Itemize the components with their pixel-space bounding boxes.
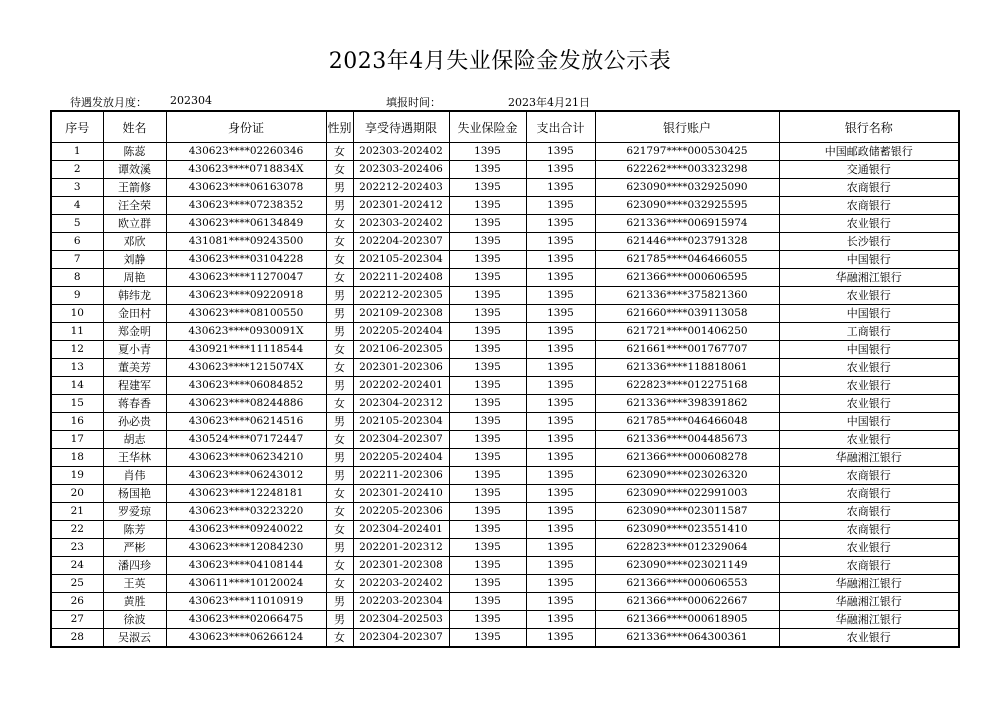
cell-index: 22	[51, 521, 103, 539]
cell-bank-account: 621366****000608278	[595, 449, 779, 467]
cell-name: 王箭修	[103, 179, 166, 197]
cell-total: 1395	[526, 341, 595, 359]
cell-bank-account: 621336****398391862	[595, 395, 779, 413]
cell-id-card: 430623****08100550	[166, 305, 326, 323]
cell-benefit: 1395	[449, 251, 526, 269]
cell-bank-account: 623090****032925090	[595, 179, 779, 197]
cell-index: 25	[51, 575, 103, 593]
cell-bank-name: 农业银行	[779, 377, 959, 395]
cell-total: 1395	[526, 413, 595, 431]
cell-index: 3	[51, 179, 103, 197]
cell-bank-account: 621661****001767707	[595, 341, 779, 359]
cell-gender: 女	[326, 341, 353, 359]
header-period: 享受待遇期限	[353, 111, 449, 143]
cell-bank-name: 农商银行	[779, 557, 959, 575]
cell-index: 23	[51, 539, 103, 557]
cell-period: 202203-202402	[353, 575, 449, 593]
cell-period: 202109-202308	[353, 305, 449, 323]
cell-bank-account: 621336****006915974	[595, 215, 779, 233]
pay-month-label: 待遇发放月度：	[70, 96, 147, 109]
cell-name: 谭效溪	[103, 161, 166, 179]
cell-period: 202205-202404	[353, 449, 449, 467]
cell-benefit: 1395	[449, 629, 526, 648]
cell-gender: 男	[326, 539, 353, 557]
cell-total: 1395	[526, 485, 595, 503]
cell-total: 1395	[526, 233, 595, 251]
cell-index: 20	[51, 485, 103, 503]
cell-benefit: 1395	[449, 323, 526, 341]
header-bank-account: 银行账户	[595, 111, 779, 143]
header-id-card: 身份证	[166, 111, 326, 143]
cell-period: 202212-202305	[353, 287, 449, 305]
cell-period: 202301-202306	[353, 359, 449, 377]
cell-gender: 女	[326, 575, 353, 593]
cell-gender: 女	[326, 251, 353, 269]
cell-total: 1395	[526, 503, 595, 521]
cell-name: 陈蕊	[103, 143, 166, 161]
cell-total: 1395	[526, 593, 595, 611]
table-row	[51, 305, 959, 323]
cell-gender: 男	[326, 287, 353, 305]
cell-gender: 女	[326, 557, 353, 575]
cell-bank-name: 农业银行	[779, 539, 959, 557]
cell-id-card: 430623****03223220	[166, 503, 326, 521]
cell-id-card: 430623****02066475	[166, 611, 326, 629]
cell-index: 17	[51, 431, 103, 449]
cell-benefit: 1395	[449, 557, 526, 575]
table-row	[51, 395, 959, 413]
cell-id-card: 430623****06134849	[166, 215, 326, 233]
cell-index: 18	[51, 449, 103, 467]
cell-total: 1395	[526, 449, 595, 467]
cell-benefit: 1395	[449, 539, 526, 557]
cell-total: 1395	[526, 179, 595, 197]
table-row	[51, 593, 959, 611]
cell-id-card: 430524****07172447	[166, 431, 326, 449]
cell-benefit: 1395	[449, 611, 526, 629]
header-index: 序号	[51, 111, 103, 143]
cell-gender: 女	[326, 431, 353, 449]
table-row	[51, 575, 959, 593]
cell-gender: 女	[326, 395, 353, 413]
cell-index: 24	[51, 557, 103, 575]
cell-period: 202105-202304	[353, 413, 449, 431]
header-gender: 性别	[326, 111, 353, 143]
cell-bank-account: 621366****000606595	[595, 269, 779, 287]
cell-id-card: 430623****02260346	[166, 143, 326, 161]
cell-bank-account: 621336****004485673	[595, 431, 779, 449]
table-row	[51, 269, 959, 287]
table-row	[51, 467, 959, 485]
cell-gender: 女	[326, 629, 353, 648]
cell-total: 1395	[526, 395, 595, 413]
cell-period: 202205-202404	[353, 323, 449, 341]
cell-id-card: 430623****03104228	[166, 251, 326, 269]
cell-bank-account: 621797****000530425	[595, 143, 779, 161]
cell-index: 2	[51, 161, 103, 179]
pay-month-value: 202304	[170, 94, 212, 107]
cell-benefit: 1395	[449, 161, 526, 179]
cell-benefit: 1395	[449, 269, 526, 287]
cell-gender: 男	[326, 377, 353, 395]
cell-bank-account: 621785****046466048	[595, 413, 779, 431]
cell-name: 肖伟	[103, 467, 166, 485]
cell-total: 1395	[526, 269, 595, 287]
cell-total: 1395	[526, 197, 595, 215]
table-row	[51, 449, 959, 467]
cell-index: 27	[51, 611, 103, 629]
cell-bank-name: 农业银行	[779, 215, 959, 233]
cell-benefit: 1395	[449, 233, 526, 251]
cell-name: 邓欣	[103, 233, 166, 251]
header-name: 姓名	[103, 111, 166, 143]
cell-gender: 女	[326, 269, 353, 287]
cell-name: 孙必贵	[103, 413, 166, 431]
cell-benefit: 1395	[449, 467, 526, 485]
cell-id-card: 430623****06084852	[166, 377, 326, 395]
table-row	[51, 611, 959, 629]
cell-id-card: 430623****06163078	[166, 179, 326, 197]
table-row	[51, 359, 959, 377]
table-row	[51, 341, 959, 359]
cell-bank-name: 华融湘江银行	[779, 575, 959, 593]
cell-name: 王英	[103, 575, 166, 593]
cell-index: 7	[51, 251, 103, 269]
cell-period: 202202-202401	[353, 377, 449, 395]
cell-benefit: 1395	[449, 413, 526, 431]
table-row	[51, 521, 959, 539]
cell-bank-account: 621366****000618905	[595, 611, 779, 629]
cell-id-card: 430623****11270047	[166, 269, 326, 287]
cell-name: 徐波	[103, 611, 166, 629]
cell-period: 202304-202312	[353, 395, 449, 413]
cell-bank-account: 623090****023551410	[595, 521, 779, 539]
cell-total: 1395	[526, 323, 595, 341]
cell-id-card: 430623****06243012	[166, 467, 326, 485]
cell-name: 胡志	[103, 431, 166, 449]
cell-total: 1395	[526, 629, 595, 648]
cell-period: 202201-202312	[353, 539, 449, 557]
cell-index: 9	[51, 287, 103, 305]
table-row	[51, 377, 959, 395]
cell-bank-account: 622262****003323298	[595, 161, 779, 179]
cell-gender: 男	[326, 323, 353, 341]
cell-benefit: 1395	[449, 395, 526, 413]
cell-total: 1395	[526, 359, 595, 377]
cell-gender: 男	[326, 449, 353, 467]
cell-id-card: 430623****08244886	[166, 395, 326, 413]
table-header-row	[51, 111, 959, 143]
cell-bank-account: 621721****001406250	[595, 323, 779, 341]
cell-total: 1395	[526, 521, 595, 539]
cell-gender: 女	[326, 215, 353, 233]
cell-name: 金田村	[103, 305, 166, 323]
cell-period: 202304-202401	[353, 521, 449, 539]
benefit-table	[50, 110, 960, 648]
cell-id-card: 430623****07238352	[166, 197, 326, 215]
cell-name: 刘静	[103, 251, 166, 269]
table-row	[51, 251, 959, 269]
cell-benefit: 1395	[449, 179, 526, 197]
cell-bank-account: 623090****023026320	[595, 467, 779, 485]
table-row	[51, 179, 959, 197]
cell-bank-account: 623090****023011587	[595, 503, 779, 521]
cell-id-card: 430623****06266124	[166, 629, 326, 648]
cell-total: 1395	[526, 431, 595, 449]
table-row	[51, 431, 959, 449]
cell-name: 韩纬龙	[103, 287, 166, 305]
cell-benefit: 1395	[449, 215, 526, 233]
cell-bank-account: 621366****000622667	[595, 593, 779, 611]
cell-id-card: 430623****06214516	[166, 413, 326, 431]
cell-gender: 女	[326, 143, 353, 161]
cell-bank-name: 中国银行	[779, 251, 959, 269]
cell-name: 潘四珍	[103, 557, 166, 575]
table-row	[51, 557, 959, 575]
table-row	[51, 485, 959, 503]
cell-gender: 男	[326, 197, 353, 215]
cell-bank-name: 农商银行	[779, 521, 959, 539]
cell-id-card: 430623****09240022	[166, 521, 326, 539]
cell-total: 1395	[526, 143, 595, 161]
cell-bank-name: 农商银行	[779, 467, 959, 485]
cell-period: 202304-202503	[353, 611, 449, 629]
cell-total: 1395	[526, 377, 595, 395]
page-title: 2023年4月失业保险金发放公示表	[328, 49, 672, 74]
cell-index: 13	[51, 359, 103, 377]
cell-index: 16	[51, 413, 103, 431]
cell-bank-account: 621366****000606553	[595, 575, 779, 593]
cell-benefit: 1395	[449, 521, 526, 539]
table-row	[51, 287, 959, 305]
cell-bank-name: 农业银行	[779, 287, 959, 305]
cell-benefit: 1395	[449, 485, 526, 503]
cell-period: 202203-202304	[353, 593, 449, 611]
cell-benefit: 1395	[449, 575, 526, 593]
cell-benefit: 1395	[449, 449, 526, 467]
cell-index: 14	[51, 377, 103, 395]
cell-name: 蒋春香	[103, 395, 166, 413]
cell-id-card: 430623****0930091X	[166, 323, 326, 341]
table-row	[51, 215, 959, 233]
cell-gender: 男	[326, 305, 353, 323]
cell-gender: 女	[326, 521, 353, 539]
cell-period: 202211-202408	[353, 269, 449, 287]
cell-benefit: 1395	[449, 359, 526, 377]
cell-name: 董美芳	[103, 359, 166, 377]
cell-name: 杨国艳	[103, 485, 166, 503]
cell-total: 1395	[526, 611, 595, 629]
cell-id-card: 430921****11118544	[166, 341, 326, 359]
cell-total: 1395	[526, 251, 595, 269]
cell-bank-name: 农业银行	[779, 359, 959, 377]
cell-bank-name: 交通银行	[779, 161, 959, 179]
cell-gender: 女	[326, 233, 353, 251]
cell-bank-name: 农业银行	[779, 629, 959, 648]
cell-bank-account: 623090****023021149	[595, 557, 779, 575]
table-row	[51, 323, 959, 341]
cell-gender: 男	[326, 413, 353, 431]
cell-name: 汪全荣	[103, 197, 166, 215]
table-row	[51, 413, 959, 431]
fill-date-label: 填报时间：	[386, 96, 441, 109]
cell-total: 1395	[526, 539, 595, 557]
cell-bank-account: 622823****012329064	[595, 539, 779, 557]
cell-total: 1395	[526, 287, 595, 305]
cell-bank-account: 621336****064300361	[595, 629, 779, 648]
cell-gender: 男	[326, 179, 353, 197]
header-total: 支出合计	[526, 111, 595, 143]
cell-benefit: 1395	[449, 593, 526, 611]
cell-index: 26	[51, 593, 103, 611]
table-row	[51, 233, 959, 251]
cell-period: 202301-202410	[353, 485, 449, 503]
cell-bank-account: 621660****039113058	[595, 305, 779, 323]
cell-name: 周艳	[103, 269, 166, 287]
cell-index: 8	[51, 269, 103, 287]
cell-bank-name: 华融湘江银行	[779, 449, 959, 467]
cell-index: 19	[51, 467, 103, 485]
cell-name: 程建军	[103, 377, 166, 395]
cell-bank-name: 中国银行	[779, 413, 959, 431]
cell-bank-account: 621446****023791328	[595, 233, 779, 251]
cell-name: 罗爱琼	[103, 503, 166, 521]
cell-gender: 女	[326, 161, 353, 179]
table-body	[51, 143, 959, 648]
cell-name: 欧立群	[103, 215, 166, 233]
cell-period: 202212-202403	[353, 179, 449, 197]
cell-benefit: 1395	[449, 377, 526, 395]
cell-period: 202106-202305	[353, 341, 449, 359]
cell-bank-name: 华融湘江银行	[779, 593, 959, 611]
cell-total: 1395	[526, 161, 595, 179]
cell-name: 吴淑云	[103, 629, 166, 648]
cell-benefit: 1395	[449, 503, 526, 521]
cell-period: 202105-202304	[353, 251, 449, 269]
cell-period: 202301-202308	[353, 557, 449, 575]
cell-benefit: 1395	[449, 287, 526, 305]
cell-gender: 男	[326, 467, 353, 485]
cell-name: 夏小青	[103, 341, 166, 359]
cell-index: 1	[51, 143, 103, 161]
table-row	[51, 197, 959, 215]
cell-period: 202204-202307	[353, 233, 449, 251]
cell-bank-name: 农商银行	[779, 179, 959, 197]
cell-period: 202205-202306	[353, 503, 449, 521]
cell-index: 28	[51, 629, 103, 648]
cell-bank-name: 农业银行	[779, 431, 959, 449]
cell-total: 1395	[526, 467, 595, 485]
cell-gender: 男	[326, 593, 353, 611]
cell-bank-name: 中国银行	[779, 305, 959, 323]
cell-bank-name: 中国邮政储蓄银行	[779, 143, 959, 161]
cell-benefit: 1395	[449, 431, 526, 449]
cell-bank-name: 华融湘江银行	[779, 269, 959, 287]
cell-id-card: 430611****10120024	[166, 575, 326, 593]
cell-index: 12	[51, 341, 103, 359]
cell-name: 陈芳	[103, 521, 166, 539]
cell-total: 1395	[526, 215, 595, 233]
cell-gender: 女	[326, 359, 353, 377]
cell-id-card: 430623****06234210	[166, 449, 326, 467]
cell-name: 严彬	[103, 539, 166, 557]
cell-index: 21	[51, 503, 103, 521]
cell-id-card: 430623****12248181	[166, 485, 326, 503]
cell-id-card: 431081****09243500	[166, 233, 326, 251]
cell-name: 郑金明	[103, 323, 166, 341]
cell-gender: 女	[326, 485, 353, 503]
cell-id-card: 430623****11010919	[166, 593, 326, 611]
cell-period: 202304-202307	[353, 431, 449, 449]
cell-bank-account: 622823****012275168	[595, 377, 779, 395]
cell-id-card: 430623****04108144	[166, 557, 326, 575]
benefit-table-container	[50, 110, 960, 648]
cell-gender: 男	[326, 611, 353, 629]
cell-bank-name: 中国银行	[779, 341, 959, 359]
cell-bank-account: 623090****032925595	[595, 197, 779, 215]
cell-bank-name: 长沙银行	[779, 233, 959, 251]
cell-bank-account: 621785****046466055	[595, 251, 779, 269]
cell-index: 6	[51, 233, 103, 251]
cell-bank-name: 农商银行	[779, 503, 959, 521]
cell-bank-account: 621336****118818061	[595, 359, 779, 377]
cell-index: 5	[51, 215, 103, 233]
cell-total: 1395	[526, 305, 595, 323]
header-bank-name: 银行名称	[779, 111, 959, 143]
cell-bank-name: 工商银行	[779, 323, 959, 341]
cell-bank-account: 623090****022991003	[595, 485, 779, 503]
cell-index: 11	[51, 323, 103, 341]
table-row	[51, 629, 959, 648]
cell-period: 202303-202402	[353, 143, 449, 161]
cell-period: 202301-202412	[353, 197, 449, 215]
cell-benefit: 1395	[449, 143, 526, 161]
table-row	[51, 161, 959, 179]
cell-id-card: 430623****0718834X	[166, 161, 326, 179]
cell-benefit: 1395	[449, 305, 526, 323]
table-row	[51, 503, 959, 521]
header-benefit: 失业保险金	[449, 111, 526, 143]
cell-gender: 女	[326, 503, 353, 521]
cell-id-card: 430623****12084230	[166, 539, 326, 557]
cell-benefit: 1395	[449, 197, 526, 215]
cell-index: 4	[51, 197, 103, 215]
table-row	[51, 539, 959, 557]
cell-bank-name: 华融湘江银行	[779, 611, 959, 629]
cell-total: 1395	[526, 557, 595, 575]
cell-total: 1395	[526, 575, 595, 593]
cell-period: 202303-202406	[353, 161, 449, 179]
cell-bank-name: 农商银行	[779, 485, 959, 503]
cell-bank-name: 农商银行	[779, 197, 959, 215]
fill-date-value: 2023年4月21日	[508, 96, 590, 109]
cell-period: 202304-202307	[353, 629, 449, 648]
cell-name: 王华林	[103, 449, 166, 467]
cell-id-card: 430623****1215074X	[166, 359, 326, 377]
cell-period: 202211-202306	[353, 467, 449, 485]
cell-benefit: 1395	[449, 341, 526, 359]
table-row	[51, 143, 959, 161]
cell-id-card: 430623****09220918	[166, 287, 326, 305]
cell-bank-name: 农业银行	[779, 395, 959, 413]
cell-index: 10	[51, 305, 103, 323]
cell-index: 15	[51, 395, 103, 413]
cell-bank-account: 621336****375821360	[595, 287, 779, 305]
cell-name: 黄胜	[103, 593, 166, 611]
cell-period: 202303-202402	[353, 215, 449, 233]
